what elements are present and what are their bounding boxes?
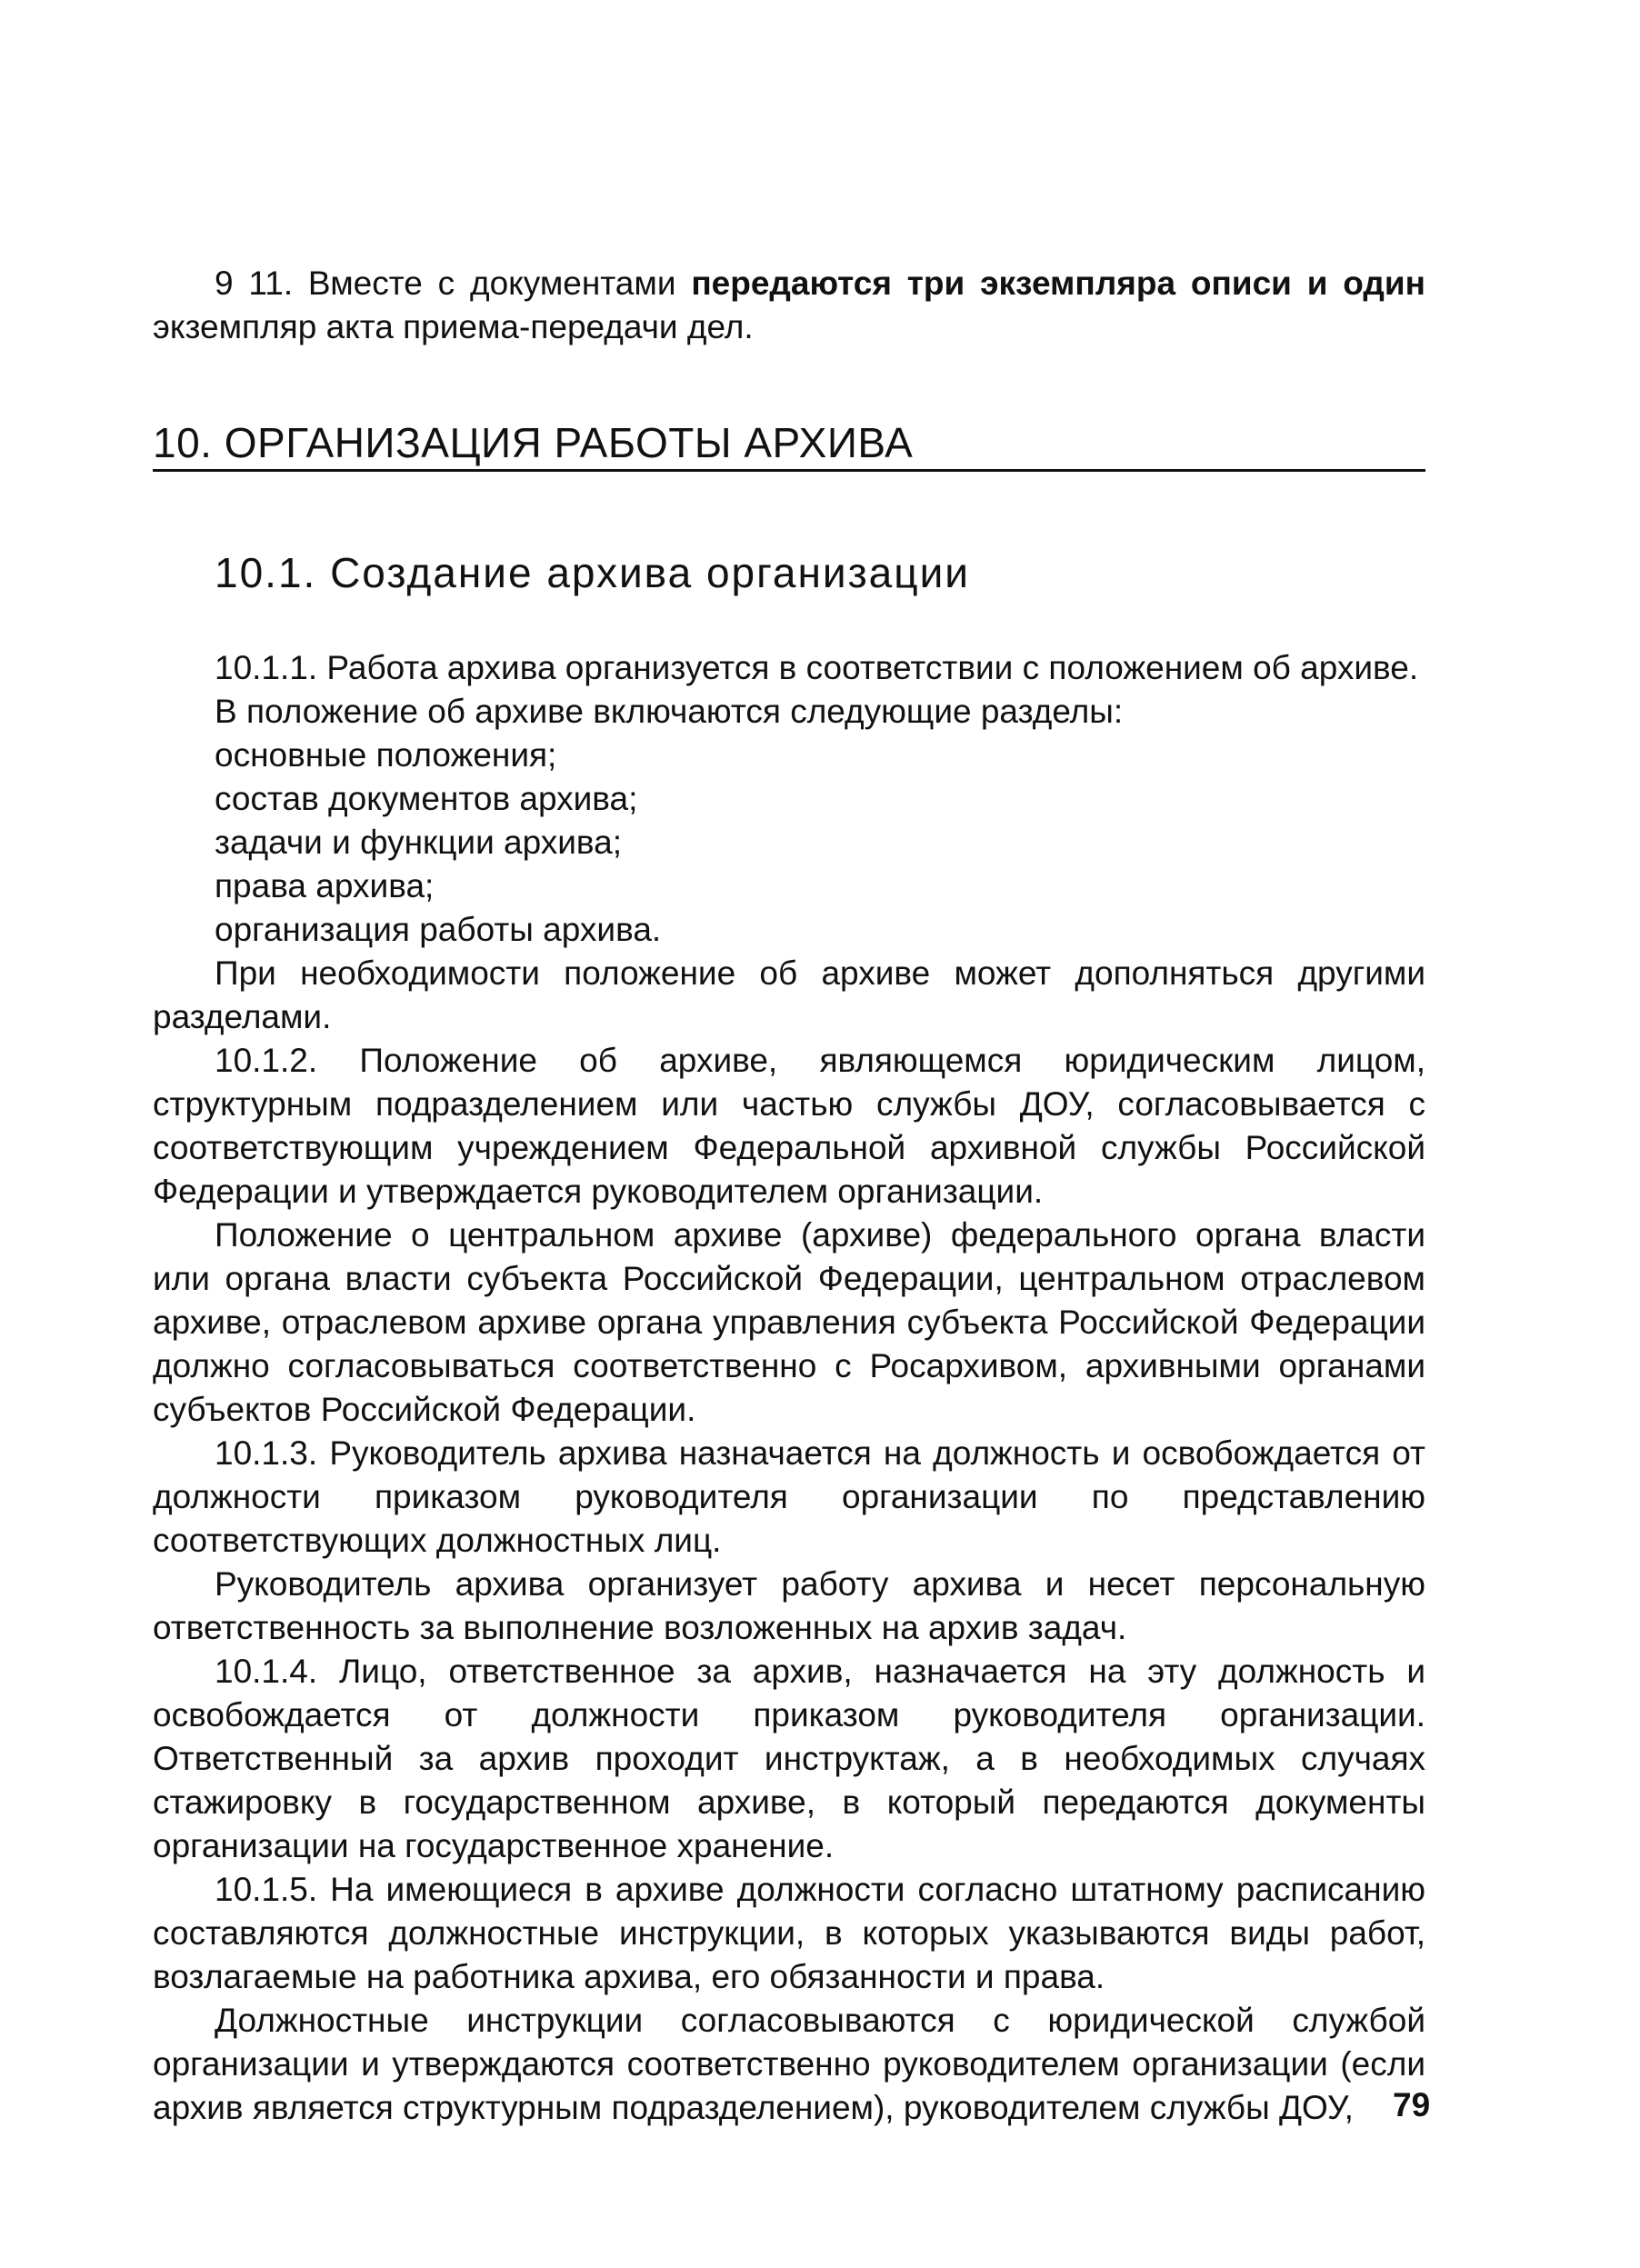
page-number: 79: [1393, 2086, 1431, 2123]
section-heading: 10. ОРГАНИЗАЦИЯ РАБОТЫ АРХИВА: [153, 418, 1425, 472]
list-item: организация работы архива.: [215, 911, 662, 948]
paragraph-10-1-3: 10.1.3. Руководитель архива назначается на должность и освобождается от должности приказом руководителя организации по представлению соответствующих должностных лиц.: [153, 1434, 1425, 1559]
intro-emphasis: передаются три экземпляра описи и один: [691, 265, 1425, 302]
paragraph-10-1-4: 10.1.4. Лицо, ответственное за архив, назначается на эту должность и освобождается от должности приказом руководителя организации. Ответственный за архив проходит инструктаж, а в необходимых случаях стажировку в государственном архиве, в который передаются документы организации на государственное хранение.: [153, 1653, 1425, 1864]
list-item: права архива;: [215, 867, 435, 904]
list-item: основные положения;: [215, 736, 557, 774]
paragraph-job-instructions: Должностные инструкции согласовываются с юридической службой организации и утверждаются соответственно руководителем организации (если архив является структурным подразделением), руководителем службы ДОУ,: [153, 2002, 1425, 2126]
list-item: задачи и функции архива;: [215, 824, 623, 861]
paragraph-10-1-1: 10.1.1. Работа архива организуется в соответствии с положением об архиве.: [215, 649, 1419, 686]
intro-paragraph: [153, 262, 1425, 349]
intro-lead: 9 11. Вместе с документами: [215, 265, 692, 302]
paragraph-central-archive: Положение о центральном архиве (архиве) федерального органа власти или органа власти субъекта Российской Федерации, центральном отраслевом архиве, отраслевом архиве органа управления субъекта Российской Федерации должно согласовываться соответственно с Росархивом, архивными органами субъектов Российской Федерации.: [153, 1216, 1425, 1428]
subsection-heading: 10.1. Создание архива организации: [215, 549, 970, 596]
paragraph-archive-head: Руководитель архива организует работу архива и несет персональную ответственность за выполнение возложенных на архив задач.: [153, 1565, 1425, 1646]
paragraph-10-1-5: 10.1.5. На имеющиеся в архиве должности согласно штатному расписанию составляются должностные инструкции, в которых указываются виды работ, возлагаемые на работника архива, его обязанности и права.: [153, 1871, 1425, 1995]
paragraph-sections-intro: В положение об архиве включаются следующие разделы:: [215, 693, 1124, 730]
paragraph-additional-sections: При необходимости положение об архиве может дополняться другими разделами.: [153, 954, 1425, 1035]
list-item: состав документов архива;: [215, 780, 638, 817]
intro-rest: экземпляр акта приема-передачи дел.: [153, 308, 754, 345]
intro-paragraph-text: [153, 262, 1425, 349]
paragraph-10-1-2: 10.1.2. Положение об архиве, являющемся юридическим лицом, структурным подразделением или частью службы ДОУ, согласовывается с соответствующим учреждением Федеральной архивной службы Российской Федерации и утверждается руководителем организации.: [153, 1042, 1425, 1210]
body-text: [153, 646, 1431, 2130]
